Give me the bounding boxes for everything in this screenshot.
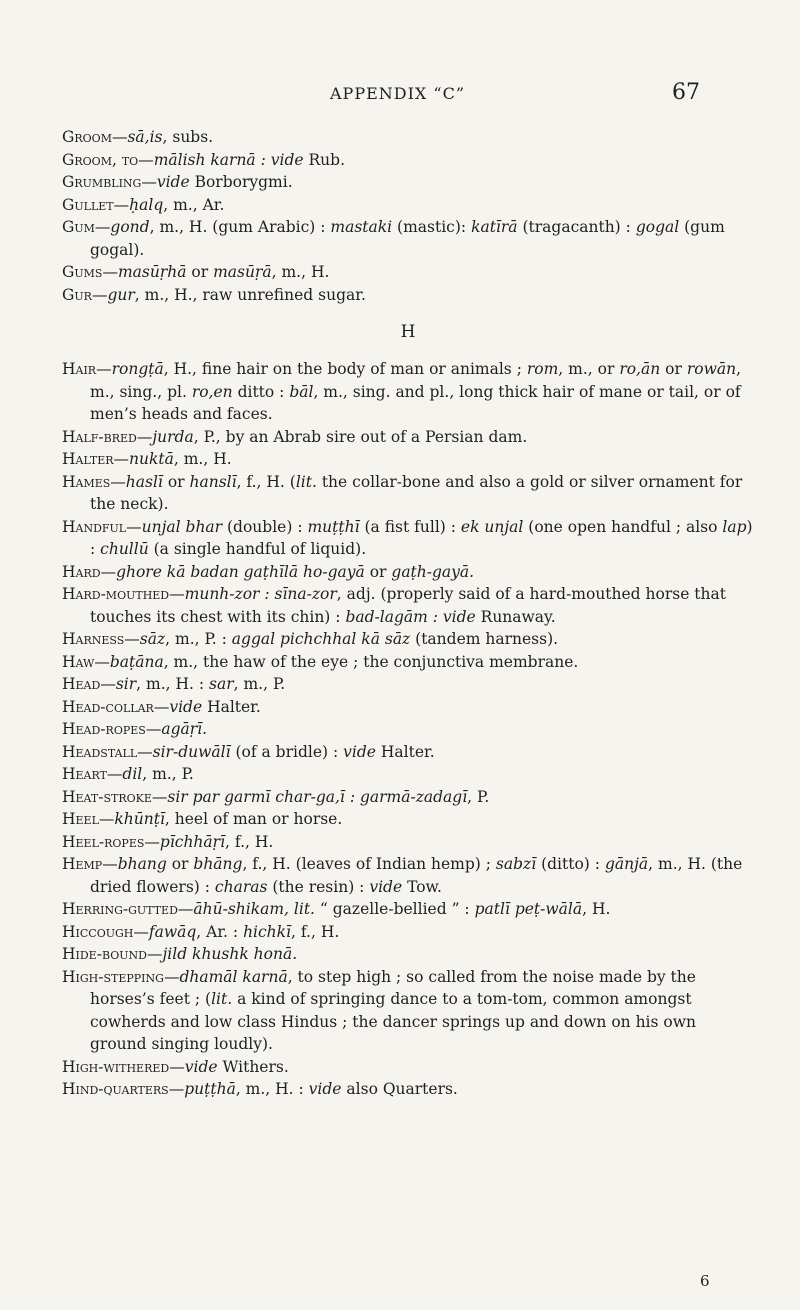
entry-headword: Hair [62, 360, 97, 378]
entry-text: , m., sing., pl. [90, 360, 741, 401]
entry-term: agāṛī. [161, 720, 208, 738]
entry-text: — [169, 1057, 185, 1076]
entry-term: baṭāna [109, 652, 164, 671]
entry-headword: Hames [62, 472, 111, 491]
entry-term: gur [107, 285, 135, 304]
entry-text: , m., P. [142, 765, 194, 783]
glossary-entry [62, 853, 754, 898]
glossary-entry [62, 194, 754, 217]
entry-headword: High-withered [62, 1057, 170, 1076]
entry-headword: Gur [62, 285, 92, 304]
entry-text: , to step high ; so called from the noise made by the horses’s feet ; ( [90, 967, 696, 1008]
entry-text: , m., P. [233, 675, 286, 693]
glossary-entry [62, 561, 754, 584]
entry-text: a kind of springing dance to a tom-tom, common amongst cowherds and low class Hindus ; the dancer springs up and down on his own ground singing loudly). [90, 990, 696, 1053]
entry-text: , f., H. (leaves of Indian hemp) ; [242, 855, 496, 873]
entry-term: munh-zor : sīna-zor [184, 585, 337, 603]
entry-term: masūṛhā [117, 263, 187, 281]
entry-term: sir par garmī char-ga,ī : garmā-zadagī [167, 787, 468, 806]
entry-term: bāl [289, 382, 314, 401]
entry-text: — [100, 562, 117, 581]
entry-text: or [162, 472, 190, 491]
entry-text: — [126, 517, 142, 536]
entry-text: , m., H. (the dried flowers) : [90, 855, 743, 896]
entry-text: , heel of man or horse. [164, 810, 343, 828]
entry-text: (mastic): [392, 218, 472, 236]
entry-term: aggal pichchhal kā sāz [231, 630, 411, 648]
entry-term: lap [722, 517, 747, 536]
glossary-entry [62, 628, 754, 651]
entry-text: Halter. [375, 742, 435, 761]
glossary-entry [62, 216, 754, 261]
section-letter: H [400, 322, 416, 342]
entry-text: — [100, 675, 116, 693]
entry-text: — [98, 810, 115, 828]
entry-term: bhang [117, 855, 167, 873]
glossary-entry [62, 966, 754, 1056]
entry-headword: Head-collar [62, 697, 154, 716]
glossary-entry [62, 718, 754, 741]
entry-text: “ gazelle-bellied ” : [314, 900, 475, 918]
entry-text: — [145, 720, 162, 738]
entry-headword: Heat-stroke [62, 787, 152, 806]
entry-term: mastaki [330, 218, 393, 236]
entry-text: (the resin) : [267, 877, 370, 896]
entry-text: (tragacanth) : [517, 218, 636, 236]
entry-text: — [177, 900, 194, 918]
entry-text: or [660, 360, 687, 378]
page-number: 67 [672, 80, 700, 105]
glossary-entry [62, 448, 754, 471]
entry-headword: Groom, to [62, 150, 139, 169]
glossary-entry [62, 284, 754, 307]
entry-text: (double) : [222, 517, 308, 536]
entry-headword: Haw [62, 652, 95, 671]
glossary-entry [62, 1056, 754, 1079]
entry-headword: Gullet [62, 195, 114, 214]
entry-term: khūnṭī [114, 810, 165, 828]
entry-text: , adj. (properly said of a hard-mouthed horse that touches its chest with its chin) : [90, 585, 726, 626]
entry-term: gogal [635, 218, 680, 236]
signature-mark: 6 [700, 1272, 710, 1290]
entry-text: (a single handful of liquid). [148, 540, 367, 558]
entry-headword: Headstall [62, 742, 138, 761]
entry-headword: Hard-mouthed [62, 585, 170, 603]
entry-text: — [94, 652, 110, 671]
entry-text: , Ar. : [196, 922, 244, 941]
entry-term: vide [369, 877, 403, 896]
entry-text: Tow. [402, 877, 442, 896]
entry-text: , m., H. : [136, 675, 209, 693]
entry-text: , P. [467, 787, 490, 806]
entry-headword: Heel [62, 810, 99, 828]
entry-headword: Head [62, 675, 101, 693]
entry-term: ro,en [191, 382, 233, 401]
glossary-entry [62, 583, 754, 628]
entry-term: hichkī [243, 922, 292, 941]
glossary-entry [62, 808, 754, 831]
entry-headword: Head-ropes [62, 720, 146, 738]
entry-text: Borborygmi. [189, 173, 293, 191]
glossary-entry [62, 741, 754, 764]
entry-text: — [169, 585, 185, 603]
glossary-entry [62, 898, 754, 921]
entry-headword: Heel-ropes [62, 832, 145, 851]
entry-term: dil [122, 765, 143, 783]
entry-text: , P., by an Abrab sire out of a Persian dam. [193, 427, 528, 446]
entry-text: Withers. [217, 1057, 289, 1076]
entry-text: or [364, 562, 392, 581]
entry-term: sā,is [127, 128, 163, 146]
entry-headword: Herring-gutted [62, 900, 178, 918]
entry-text: , f., H. ( [236, 472, 296, 491]
entry-text: (tandem harness). [410, 630, 559, 648]
glossary-entry [62, 763, 754, 786]
entry-term: pīchhāṛī [159, 832, 226, 851]
entry-headword: Halter [62, 450, 114, 468]
entry-headword: Harness [62, 630, 125, 648]
entry-term: sāz [139, 630, 166, 648]
entry-term: dhamāl karnā [179, 967, 288, 986]
entry-term: lit. [211, 990, 233, 1008]
entry-term: mālish karnā : vide [153, 150, 304, 169]
entry-term: charas [214, 877, 268, 896]
entry-text: — [91, 285, 108, 304]
entries-h [62, 358, 754, 1101]
entry-term: sir-duwālī [152, 742, 231, 761]
entry-text: — [124, 630, 140, 648]
entry-text: (gum gogal). [90, 218, 725, 259]
entry-text: , m., H. [173, 450, 232, 468]
entry-headword: Gum [62, 218, 95, 236]
entry-text: (one open handful ; also [523, 517, 723, 536]
entry-text: , m., Ar. [163, 195, 225, 214]
entry-text: — [96, 360, 112, 378]
entry-headword: Hiccough [62, 922, 134, 941]
glossary-entry [62, 921, 754, 944]
entry-text: — [144, 832, 160, 851]
entry-text: also Quarters. [341, 1080, 458, 1098]
entry-text: — [138, 150, 154, 169]
entry-headword: Hind-quarters [62, 1080, 169, 1098]
entry-term: hanslī [189, 472, 237, 491]
entry-text: — [111, 128, 128, 146]
glossary-entry [62, 149, 754, 172]
entry-term: unjal bhar [141, 517, 223, 536]
glossary-entry [62, 471, 754, 516]
entry-term: vide [169, 697, 203, 716]
entry-text: Rub. [303, 150, 345, 169]
entry-text: — [168, 1080, 185, 1098]
entry-headword: Hide-bound [62, 945, 147, 963]
entry-text: Runaway. [475, 607, 556, 626]
entry-term: sir [115, 675, 137, 693]
glossary-entry [62, 673, 754, 696]
entry-text: — [163, 967, 180, 986]
page-header [0, 80, 800, 110]
entry-text: — [146, 945, 163, 963]
entry-headword: Handful [62, 517, 127, 536]
entry-term: jurda [152, 427, 194, 446]
entry-text: Halter. [202, 697, 261, 716]
entry-headword: Gums [62, 263, 103, 281]
entry-term: sar [209, 675, 234, 693]
entry-text: — [102, 855, 118, 873]
entry-text: or [166, 855, 194, 873]
entry-text: — [151, 787, 168, 806]
entry-text: , m., H., raw unrefined sugar. [134, 285, 366, 304]
entry-term: puṭṭhā [184, 1080, 236, 1098]
entry-text: — [141, 173, 157, 191]
entry-text: , m., H. (gum Arabic) : [149, 218, 331, 236]
entry-text: , H. [582, 900, 611, 918]
entry-text: — [153, 697, 170, 716]
glossary-body [62, 126, 754, 1101]
entry-term: vide [184, 1057, 218, 1076]
entry-term: ek unjal [460, 517, 524, 536]
entries-g [62, 126, 754, 306]
glossary-entry [62, 1078, 754, 1101]
entry-text: — [106, 765, 123, 783]
entry-text: ditto : [232, 382, 290, 401]
glossary-entry [62, 831, 754, 854]
entry-headword: Half-bred [62, 427, 137, 446]
entry-term: masūṛā [213, 263, 272, 281]
entry-term: vide [343, 742, 376, 761]
entry-term: ro,ān [619, 360, 661, 378]
entry-term: rom [526, 360, 559, 378]
entry-text: or [186, 263, 214, 281]
entry-term: patlī peṭ-wālā [474, 900, 583, 918]
entry-term: gaṭh-gayā. [391, 562, 475, 581]
entry-term: āhū-shikam, lit. [193, 900, 315, 918]
entry-text: , m., the haw of the eye ; the conjunctiva membrane. [163, 652, 579, 671]
entry-text: , f., H. [291, 922, 340, 941]
entry-headword: Hemp [62, 855, 103, 873]
entry-term: chullū [100, 540, 149, 558]
entry-term: rongṭā [111, 360, 164, 378]
entry-text: , m., or [558, 360, 620, 378]
glossary-entry [62, 943, 754, 966]
glossary-entry [62, 358, 754, 426]
entry-text: , subs. [162, 128, 214, 146]
entry-term: rowān [686, 360, 737, 378]
entry-term: fawāq [148, 922, 197, 941]
entry-headword: Groom [62, 128, 112, 146]
entry-text: (ditto) : [536, 855, 605, 873]
entry-text: , H., fine hair on the body of man or animals ; [163, 360, 527, 378]
entry-headword: Grumbling [62, 173, 142, 191]
entry-headword: Hard [62, 562, 101, 581]
glossary-entry [62, 426, 754, 449]
entry-text: the collar-bone and also a gold or silver ornament for the neck). [90, 472, 743, 513]
entry-headword: Heart [62, 765, 107, 783]
entry-text: , m., P. : [165, 630, 232, 648]
entry-text: — [94, 218, 111, 236]
entry-text: , f., H. [225, 832, 274, 851]
entry-term: katīrā [471, 218, 518, 236]
entry-text: , m., H. : [235, 1080, 309, 1098]
entry-text: — [137, 742, 153, 761]
running-head: APPENDIX “C” [330, 84, 465, 103]
entry-text: — [113, 450, 130, 468]
entry-text: — [133, 922, 149, 941]
entry-text: — [102, 263, 118, 281]
entry-term: haslī [125, 472, 163, 491]
entry-text: , m., sing. and pl., long thick hair of mane or tail, or of men’s heads and faces. [90, 382, 741, 423]
entry-term: gānjā [604, 855, 649, 873]
entry-term: gond [110, 218, 150, 236]
entry-text: — [136, 427, 153, 446]
entry-term: ḥalq [129, 195, 164, 214]
glossary-entry [62, 516, 754, 561]
entry-term: ghore kā badan gaṭhīlā ho-gayā [116, 562, 365, 581]
entry-term: vide [156, 173, 190, 191]
entry-text: — [113, 195, 130, 214]
entry-term: jild khushk honā. [162, 945, 298, 963]
glossary-entry [62, 786, 754, 809]
entry-term: sabzī [495, 855, 537, 873]
entry-text: ) : [90, 517, 753, 558]
glossary-entry [62, 651, 754, 674]
entry-term: lit. [295, 472, 317, 491]
entry-text: , m., H. [271, 263, 330, 281]
entry-headword: High-stepping [62, 967, 164, 986]
entry-term: vide [308, 1080, 342, 1098]
glossary-entry [62, 696, 754, 719]
entry-term: muṭṭhī [307, 517, 360, 536]
glossary-entry [62, 126, 754, 149]
entry-text: (a fist full) : [359, 517, 461, 536]
entry-text: — [110, 472, 126, 491]
entry-term: bhāng [193, 855, 243, 873]
glossary-entry [62, 261, 754, 284]
entry-term: nuktā [129, 450, 174, 468]
glossary-entry [62, 171, 754, 194]
entry-text: (of a bridle) : [230, 742, 344, 761]
entry-term: bad-lagām : vide [345, 607, 476, 626]
